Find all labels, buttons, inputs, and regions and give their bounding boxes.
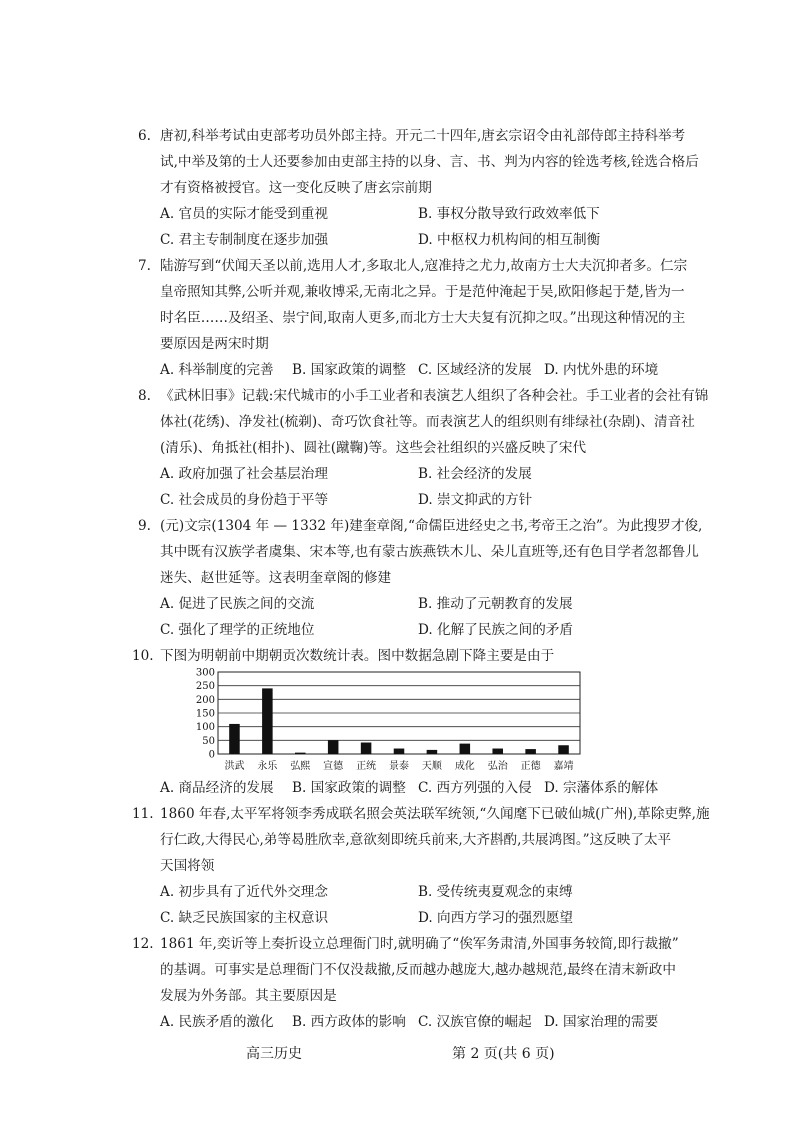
option-b[interactable]: B. 国家政策的调整 [292,780,406,796]
option-b[interactable]: B. 西方政体的影响 [292,1014,406,1030]
option-b[interactable]: B. 社会经济的发展 [418,466,532,482]
question-number: 6. [138,128,151,144]
option-b[interactable]: B. 国家政策的调整 [292,362,406,378]
question-text-line: 唐初,科举考试由吏部考功员外郎主持。开元二十四年,唐玄宗诏令由礼部侍郎主持科举考 [160,128,686,144]
question-number: 11. [132,806,154,822]
question-text-line: 发展为外务部。其主要原因是 [160,988,337,1004]
y-tick-label: 0 [208,749,215,761]
question-text-line: 天国将领 [160,858,215,874]
x-tick-label: 洪武 [224,761,245,772]
y-tick-label: 300 [195,668,215,679]
question-number: 9. [138,518,151,534]
x-tick-label: 景泰 [389,761,409,772]
y-tick-label: 200 [195,694,215,706]
bar-景泰 [394,749,405,754]
question-text-line: 其中既有汉族学者虞集、宋本等,也有蒙古族燕铁木儿、朵儿直班等,还有色目学者忽都鲁儿 [160,544,699,560]
question-text-line: (元)文宗(1304 年 — 1332 年)建奎章阁,“命儒臣进经史之书,考帝王之治”。为此搜罗才俊, [160,518,703,534]
option-c[interactable]: C. 汉族官僚的崛起 [418,1014,532,1030]
question-text-line: (清乐)、角抵社(相扑)、圆社(蹴鞠)等。这些会社组织的兴盛反映了宋代 [160,440,587,456]
question-text-line: 试,中举及第的士人还要参加由吏部主持的以身、言、书、判为内容的铨选考核,铨选合格后 [160,154,699,170]
option-b[interactable]: B. 推动了元朝教育的发展 [418,596,573,612]
question-text-line: 的基调。可事实是总理衙门不仅没裁撤,反而越办越庞大,越办越规范,最终在清末新政中 [160,962,676,978]
x-tick-label: 嘉靖 [553,761,574,772]
question-number: 12. [132,936,154,952]
bar-弘熙 [295,753,306,754]
option-a[interactable]: A. 初步具有了近代外交理念 [160,884,328,900]
bar-宣德 [328,740,339,754]
bar-永乐 [262,688,273,754]
option-b[interactable]: B. 事权分散导致行政效率低下 [418,206,600,222]
question-text-line: 皇帝照知其弊,公听并观,兼收博采,无南北之异。于是范仲淹起于吴,欧阳修起于楚,皆为一 [160,284,685,300]
option-d[interactable]: D. 向西方学习的强烈愿望 [418,910,573,926]
bar-天顺 [427,750,438,754]
option-a[interactable]: A. 官员的实际才能受到重视 [160,206,328,222]
question-text-line: 迷失、赵世延等。这表明奎章阁的修建 [160,570,392,586]
y-tick-label: 50 [202,735,215,747]
question-number: 8. [138,388,151,404]
question-text-line: 才有资格被授官。这一变化反映了唐玄宗前期 [160,180,432,196]
bar-嘉靖 [558,745,569,754]
x-tick-label: 成化 [454,761,475,772]
option-d[interactable]: D. 宗藩体系的解体 [544,780,659,796]
option-a[interactable]: A. 促进了民族之间的交流 [160,596,315,612]
question-text-line: 1861 年,奕䜣等上奏折设立总理衙门时,就明确了“俟军务肃清,外国事务较简,即行裁撤” [160,936,679,952]
bar-弘治 [492,749,503,754]
y-tick-label: 250 [195,681,215,693]
option-c[interactable]: C. 西方列强的入侵 [418,780,532,796]
option-d[interactable]: D. 崇文抑武的方针 [418,492,533,508]
question-text-line: 要原因是两宋时期 [160,336,269,352]
option-b[interactable]: B. 受传统夷夏观念的束缚 [418,884,573,900]
question-text-line: 1860 年春,太平军将领李秀成联名照会英法联军统领,“久闻麾下已破仙城(广州),革除吏弊,施 [160,806,710,822]
option-a[interactable]: A. 商品经济的发展 [160,780,274,796]
option-c[interactable]: C. 缺乏民族国家的主权意识 [160,910,329,926]
option-c[interactable]: C. 君主专制制度在逐步加强 [160,232,329,248]
option-c[interactable]: C. 社会成员的身份趋于平等 [160,492,329,508]
question-text-line: 下图为明朝前中期朝贡次数统计表。图中数据急剧下降主要是由于 [160,648,555,664]
y-tick-label: 100 [195,722,215,734]
question-text-line: 行仁政,大得民心,弟等曷胜欣幸,意欲刻即统兵前来,大齐斟酌,共展鸿图。”这反映了太平 [160,832,672,848]
question-text-line: 《武林旧事》记载:宋代城市的小手工业者和表演艺人组织了各种会社。手工业者的会社有锦 [160,388,709,404]
option-c[interactable]: C. 强化了理学的正统地位 [160,622,315,638]
x-tick-label: 天顺 [421,761,442,772]
option-d[interactable]: D. 国家治理的需要 [544,1014,659,1030]
question-text-line: 陆游写到“伏闻天圣以前,选用人才,多取北人,寇准持之尤力,故南方士大夫沉抑者多。仁宗 [160,258,688,274]
option-a[interactable]: A. 民族矛盾的激化 [160,1014,274,1030]
option-a[interactable]: A. 科举制度的完善 [160,362,274,378]
question-text-line: 体社(花绣)、净发社(梳剃)、奇巧饮食社等。而表演艺人的组织则有绯绿社(杂剧)、清音社 [160,414,695,430]
option-d[interactable]: D. 内忧外患的环境 [544,362,659,378]
x-tick-label: 宣德 [323,761,344,772]
x-tick-label: 正统 [356,761,377,772]
x-tick-label: 永乐 [257,761,278,772]
option-a[interactable]: A. 政府加强了社会基层治理 [160,466,328,482]
footer-subject: 高三历史 [246,1046,302,1062]
bar-成化 [460,744,471,754]
question-number: 10. [132,648,154,664]
bar-正德 [525,749,536,754]
x-tick-label: 正德 [520,761,541,772]
option-d[interactable]: D. 化解了民族之间的矛盾 [418,622,573,638]
y-tick-label: 150 [195,708,215,720]
bar-正统 [361,743,372,754]
question-text-line: 时名臣……及绍圣、崇宁间,取南人更多,而北方士大夫复有沉抑之叹。”出现这种情况的主 [160,310,686,326]
option-d[interactable]: D. 中枢权力机构间的相互制衡 [418,232,601,248]
x-tick-label: 弘熙 [290,761,311,772]
option-c[interactable]: C. 区域经济的发展 [418,362,532,378]
x-tick-label: 弘治 [487,761,508,772]
bar-洪武 [229,724,240,754]
footer-page-number: 第 2 页(共 6 页) [452,1046,555,1062]
tribute-bar-chart [190,668,590,776]
question-number: 7. [138,258,151,274]
